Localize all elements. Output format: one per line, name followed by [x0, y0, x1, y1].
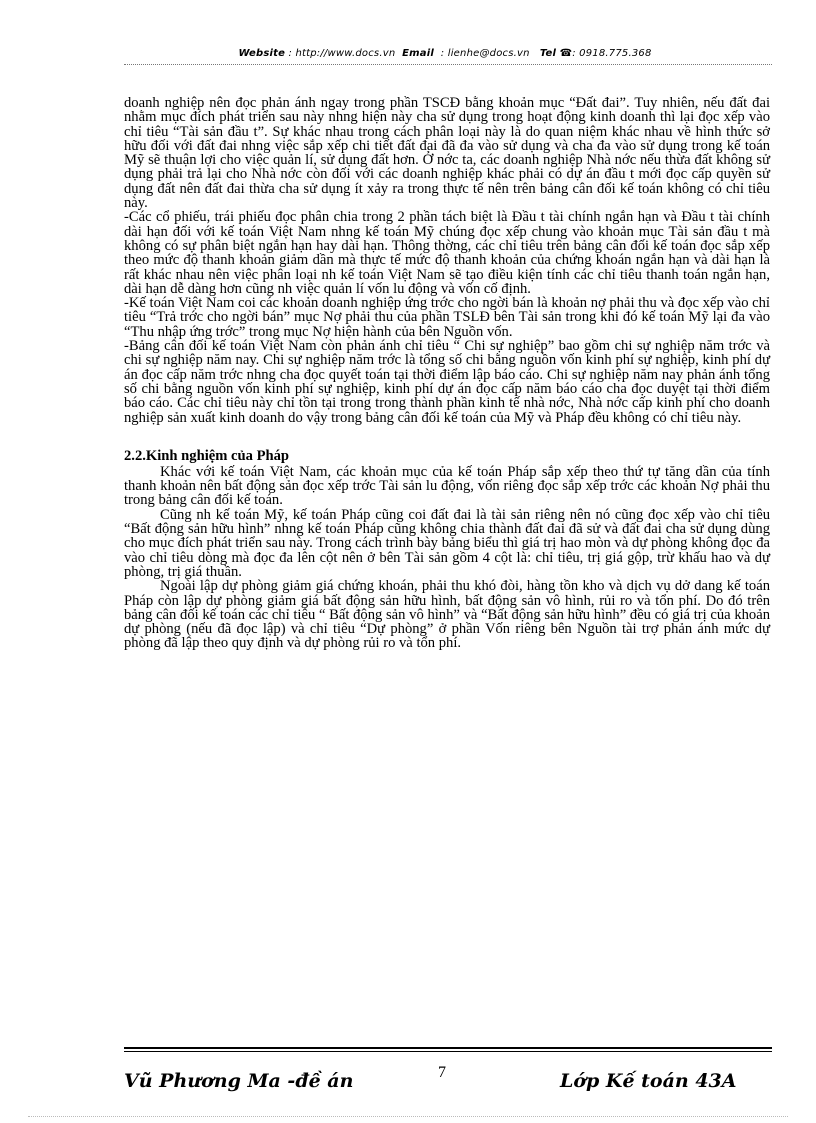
email-label: Email [402, 48, 435, 59]
section-heading: 2.2.Kinh nghiệm của Pháp [124, 447, 290, 464]
footer-author: Vũ Phương Ma -đề án [124, 1070, 354, 1092]
website-link[interactable]: : http://www.docs.vn [288, 48, 396, 59]
paragraph: Khác với kế toán Việt Nam, các khoản mục của kế toán Pháp sắp xếp theo thứ tự tăng dần của tính thanh khoản nên bất động sản đọc xếp trớc Tài sản lu động, vốn riêng đọc sắp xếp trớc các khoản Nợ phải thu trong bảng cân đối kế toán. [124, 463, 770, 509]
page-number: 7 [438, 1064, 446, 1081]
page-bottom-divider [28, 1116, 788, 1117]
paragraph: -Các cổ phiếu, trái phiếu đọc phân chia trong 2 phần tách biệt là Đầu t tài chính ngắn hạn và Đầu t tài chính dài hạn đối với kế toán Việt Nam nhng kế toán Mỹ chúng đọc xếp chung vào khoản mục Tài sản đầu t mà không có sự phân biệt ngắn hạn hay dài hạn. Thông thờng, các chỉ tiêu trên bảng cân đối kế toán đọc sắp xếp theo mức độ thanh khoản giảm dần mà thực tế mức độ thanh khoản của chứng khoán ngắn hạn và dài hạn là rất khác nhau nên việc phân loại nh kế toán Việt Nam sẽ tạo điều kiện tính các chỉ tiêu thanh toán ngắn hạn, dài hạn dễ dàng hơn cũng nh việc quản lí vốn lu động và vốn cố định. [124, 209, 770, 297]
tel-label: Tel [539, 48, 557, 59]
paragraph: Ngoài lập dự phòng giảm giá chứng khoán, phải thu khó đòi, hàng tồn kho và dịch vụ dở dang kế toán Pháp còn lập dự phòng giảm giá bất động sản hữu hình, bất động sản vô hình, rủi ro và tổn phí. Do đó trên bảng cân đối kế toán các chỉ tiêu “ Bất động sản vô hình” và “Bất động sản hữu hình” đều có giá trị của khoản dự phòng (nếu đã đọc lập) và chỉ tiêu “Dự phòng” ở phần Vốn riêng bên Nguồn tài trợ phản ánh mức dự phòng đã lập theo quy định và dự phòng rủi ro và tổn phí. [124, 578, 770, 652]
tel-value: : 0918.775.368 [572, 48, 652, 59]
header-divider [124, 64, 772, 65]
phone-icon: ☎ [559, 48, 573, 59]
email-link[interactable]: : lienhe@docs.vn [440, 48, 530, 59]
page-header [120, 48, 770, 59]
paragraph: -Bảng cân đối kế toán Việt Nam còn phản ánh chỉ tiêu “ Chi sự nghiệp” bao gồm chi sự nghiệp năm trớc và chi sự nghiệp năm nay. Chi sự nghiệp năm trớc là tổng số chi bằng nguồn vốn kinh phí sự nghiệp, kinh phí dự án đọc cấp năm trớc nhng cha đọc quyết toán tại thời điểm lập báo cáo. Chi sự nghiệp năm nay phản ánh tổng số chi bằng nguồn vốn kinh phí sự nghiệp, kinh phí dự án đọc cấp năm báo cáo cha đọc duyệt tại thời điểm báo cáo. Các chỉ tiêu này chỉ tồn tại trong trong thành phần kinh tế nhà nớc, Nhà nớc cấp kinh phí cho doanh nghiệp sản xuất kinh doanh do vậy trong bảng cân đối kế toán của Mỹ và Pháp đều không có chỉ tiêu này. [124, 338, 770, 426]
paragraph: Cũng nh kế toán Mỹ, kế toán Pháp cũng coi đất đai là tài sản riêng nên nó cũng đọc xếp vào chỉ tiêu “Bất động sản hữu hình” nhng kế toán Pháp cũng không chia thành đất đai đã sử và đất đai cha sử dụng dùng cho mục đích phát triển sau này. Trong cách trình bày bảng biểu thì giá trị hao mòn và dự phòng không đọc đa vào chỉ tiêu dòng mà đọc đa lên cột nên ở bên Tài sản gồm 4 cột là: chỉ tiêu, trị giá gộp, trừ khấu hao và dự phòng, trị giá thuần. [124, 506, 770, 580]
paragraph: -Kế toán Việt Nam coi các khoản doanh nghiệp ứng trớc cho ngời bán là khoản nợ phải thu và đọc xếp vào chỉ tiêu “Trả trớc cho ngời bán” mục Nợ phải thu của phần TSLĐ bên Tài sản trong khi đó kế toán Mỹ lại đa vào “Thu nhập ứng trớc” trong mục Nợ hiện hành của bên Nguồn vốn. [124, 295, 770, 340]
footer-divider-thin [124, 1051, 772, 1052]
paragraph: doanh nghiệp nên đọc phản ánh ngay trong phần TSCĐ bằng khoản mục “Đất đai”. Tuy nhiên, nếu đất đai nhằm mục đích phát triển sau này nhng hiện này cha sử dụng trong hoạt động kinh doanh thì lại đọc xếp vào chỉ tiêu “Tài sản đầu t”. Sự khác nhau trong cách phân loại này là do quan niệm khác nhau về hình thức sở hữu đối với đất đai nhng việc sắp xếp chi tiết đất đai đã đa vào sử dụng và cha đa vào sử dụng trong kế toán Mỹ sẽ thuận lợi cho việc quản lí, sử dụng đất hơn. Ở nớc ta, các doanh nghiệp Nhà nớc nếu thừa đất không sử dụng phải trả lại cho Nhà nớc còn đối với các doanh nghiệp khác phải có dự án đầu t mới đọc cấp quyền sử dụng đất nên đất đai thừa cha sử dụng ít xảy ra trong thực tế nên trên bảng cân đối kế toán không có chỉ tiêu này. [124, 95, 770, 212]
footer-class: Lớp Kế toán 43A [560, 1070, 737, 1092]
website-label: Website [238, 48, 286, 59]
footer-divider-thick [124, 1047, 772, 1049]
document-body [124, 96, 770, 651]
